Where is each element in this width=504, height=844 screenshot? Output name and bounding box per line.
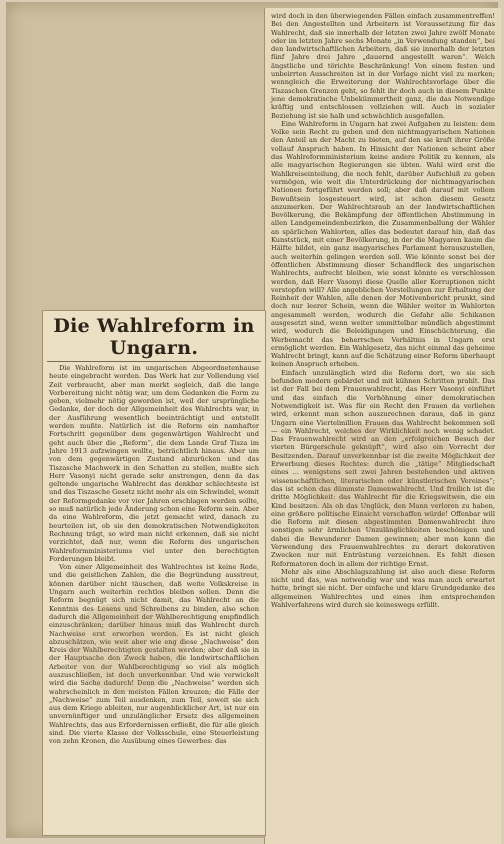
paragraph: wird doch in den überwiegenden Fällen einfach zusammentreffen! Bei den Angestellten und Arbeitern ist Voraussetzung für das Wahlrecht, daß sie innerhalb der letzten zwei Jahre zwölf Monate oder im letzten Jahre sechs Monate „in Verwendung standen“, bei den landwirtschaftlichen Arbeitern, daß sie innerhalb der letzten fünf Jahre drei Jahre „dauernd angestellt waren“. Welch ängstliche und törichte Beschränkung! Von einem festen und unbeirrten Ausschreiten ist in der Vorlage nicht viel zu merken; wenngleich die Erweiterung der Wahlrechtsvorlage über die Tiszaschen Grenzen geht, so fehlt ihr doch auch in diesem Punkte jene demokratische Unbekümmertheit ganz, die das Notwendige kräftig und entschlossen vollziehen will. Auch in sozialer Beziehung ist sie halb und schwächlich ausgefallen. xyxy=(271,12,495,120)
article-column-right xyxy=(264,8,501,844)
paragraph: Mehr als eine Abschlagszahlung ist also auch diese Reform nicht und das, was notwendig war und was man auch erwartet hatte, bringt sie nicht. Der einfache und klare Grundgedanke des allgemeinen Wahlrechtes und eines ihm entsprechenden Wahlverfahrens wird durch sie keineswegs erfüllt. xyxy=(271,567,495,610)
newspaper-clipping xyxy=(6,2,498,838)
article-column-left xyxy=(42,310,266,836)
column-text xyxy=(49,364,259,746)
column-text xyxy=(271,12,495,609)
paragraph: Die Wahlreform ist im ungarischen Abgeordnetenhause heute eingebracht worden. Das Werk hat zur Vollendung viel Zeit verbraucht, aber man merkt sogleich, daß die lange Vorbereitung nicht nötig war, um dem Gedanken die Form zu geben, vielmehr nötig geworden ist, weil der ursprüngliche Gedanke, der doch der Allgemeinheit des Wahlrechts war, in der Ausführung wesentlich beeinträchtigt und entstellt werden mußte. Natürlich ist die Reform ein namhafter Fortschritt gegenüber dem gegenwärtigen Wahlrecht und geht auch über die „Reform“, die dem Lande Graf Tisza im Jahre 1913 aufzwingen wollte, beträchtlich hinaus. Aber um von dem gegenwärtigen Zustand abzurücken und das Tiszasche Machwerk in den Schatten zu stellen, mußte sich Herr Vasonyi nicht gerade sehr anstrengen, denn da das geltende ungarische Wahlrecht das denkbar schlechteste ist und das Tiszasche Gesetz nicht mehr als ein Schwindel, womit der Reformgedanke vor vier Jahren erschlagen werden sollte, so muß natürlich jede Änderung schon eine Reform sein. Aber da eine Wahlreform, die jetzt gemacht wird, danach zu beurteilen ist, ob sie den demokratischen Notwendigkeiten Rechnung trägt, so wird man nicht erkennen, daß sie nicht verzichtet, daß nur, wenn die Reform des ungarischen Wahlreformministeriums viel unter den berechtigten Forderungen bleibt. xyxy=(49,364,259,563)
paragraph: Einfach unzulänglich wird die Reform dort, wo sie sich befunden modern gebärdet und mit kühnen Schritten prahlt. Das ist der Fall bei dem Frauenwahlrecht, das Herr Vasonyi einführt und das einfach die Verhöhnung einer demokratischen Notwendigkeit ist. Was für ein Recht den Frauen da verliehen wird, erkennt man schon auszurechnen daraus, daß in ganz Ungarn eine Viertelmillion Frauen das Wahlrecht bekommen soll — ein Wahlrecht, welches der Wirklichkeit noch wenig schadet. Das Frauenwahlrecht wird an den „erfolgreichen Besuch der vierten Bürgerschule geknüpft“, wird also ein Vorrecht der Besitzenden. Darauf unverkennbar ist die zweite Möglichkeit der Erwerbung dieses Rechtes: durch die „tätige“ Mitgliedschaft eines ... wenigstens seit zwei Jahren bestehenden und aktiven wissenschaftlichen, literarischen oder künstlerischen Vereines“; das ist schon das dümmste Damenwahlrecht. Und freilich ist die dritte Möglichkeit: das Wahlrecht für die Kriegswitwen, die ein Kind besitzen. Als ob das Unglück, den Mann verloren zu haben, eine größere politische Einsicht verschaffen würde! Offenbar will die Reform mit diesen abgestimmten Damenwahlrecht ihre sonstigen sehr ärmlichen Unzulänglichkeiten beschönigen und dabei die Bewunderer Damen gewinnen; aber man kann die Verwendung des Frauenwahlrechtes zu derart dekorativen Zwecken nur mit Entrüstung verzeichnen. Es fehlt diesen Reformatoren doch in allem der richtige Ernst. xyxy=(271,368,495,568)
paragraph: Von einer Allgemeinheit des Wahlrechtes ist keine Rede, und die geistlichen Zahlen, die die Begründung ausstreut, können darüber nicht täuschen, daß weite Volkskreise in Ungarn auch weiterhin rechtlos bleiben sollen. Denn die Reform begnügt sich nicht damit, das Wahlrecht an die Kenntnis des Lesens und Schreibens zu binden, also schon dadurch die Allgemeinheit der Wahlberechtigung empfindlich einzuschränken; darüber hinaus muß das Wahlrecht durch Nachweise erst erworben werden. Es ist nicht gleich abzuschätzen, wie weit aber wie eng diese „Nachweise“ den Kreis der Wahlberechtigten gestalten werden; aber daß sie in der Hauptsache den Zweck haben, die landwirtschaftlichen Arbeiter von der Wahlberechtigung so viel als möglich auszuschließen, ist doch unverkennbar. Und wie verwickelt wird die Sache dadurch! Denn die „Nachweise“ werden sich wahrscheinlich in den meisten Fällen kreuzen; die Fälle der „Nachweise“ zum Teil ausdenken, zum Teil, soweit sie sich aus dem Kriege ableiten, nur augenblicklicher Art, ist nur ein unvernünftiger und unzulänglicher Ersatz des allgemeinen Wahlrechts, das aus Erfordernissen erfließt, die für alle gleich sind. Die vierte Klasse der Volksschule, eine Steuerleistung von zehn Kronen, die Ausübung eines Gewerbes: das xyxy=(49,563,259,746)
article-headline: Die Wahlreform in Ungarn. xyxy=(47,315,261,362)
paragraph: Eine Wahlreform in Ungarn hat zwei Aufgaben zu leisten: dem Volke sein Recht zu geben und den nichtmagyarischen Nationen den Anteil an der Macht zu bieten, auf den sie kraft ihrer Größe vollauf Anspruch haben. In Hinsicht der Nationen scheint aber das Wahlreformministerium keine andere Politik zu kennen, als alle magyarischen Regierungen sie übten. Wahl wird erst die Wahlkreiseinteilung, die noch fehlt, darüber Aufschluß zu geben vermögen, wie weit die Unterdrückung der nichtmagyarischen Nationen fortgeführt werden soll; aber daß darauf mit vollem Bewußtsein losgesteuert wird, ist schon diesem Gesetz anzumerken. Der Wahlrechtsraub an der landwirtschaftlichen Bevölkerung, die Bekämpfung der öffentlichen Abstimmung in allen Landgemeindenbezirken, die Zusammenballung der Wähler an spärlichen Wahlorten, alles das bedeutet darauf hin, daß das Kunststück, mit einer Bevölkerung, in der die Magyaren kaum die Hälfte bildet, ein ganz magyarisches Parlament herauszustellen, auch weiterhin gelingen werden soll. Wie könnte sonst bei der öffentlichen Abstimmung dieser Schandfleck des ungarischen Wahlrechts, aufrecht bleiben, wie sonst könnte es verschlossen werden, daß Herr Vasonyi diese Quelle aller Korruptionen nicht verstopfen will? Alle angeblichen Vorstellungen zur Erhaltung der Reinheit der Wahlen, alle denen der Motivenbericht prunkt, sind doch nur leerer Schein, wenn die Wähler weiter in Wahlorten angesammelt werden, wodurch die Gefahr alle Schikanen ausgesetzt sind, wenn weiter ummittelbar mündlich abgestimmt wird, wodurch die Beleidigungen und Einschüchterung, die Werbemacht das beherrschen Verhältnis in Ungarn erst ermöglicht werden. Ein Wahlgesetz, das nicht einmal das geheime Wahlrecht bringt, kann auf die Schätzung einer Reform überhaupt keinen Anspruch erheben. xyxy=(271,119,495,369)
